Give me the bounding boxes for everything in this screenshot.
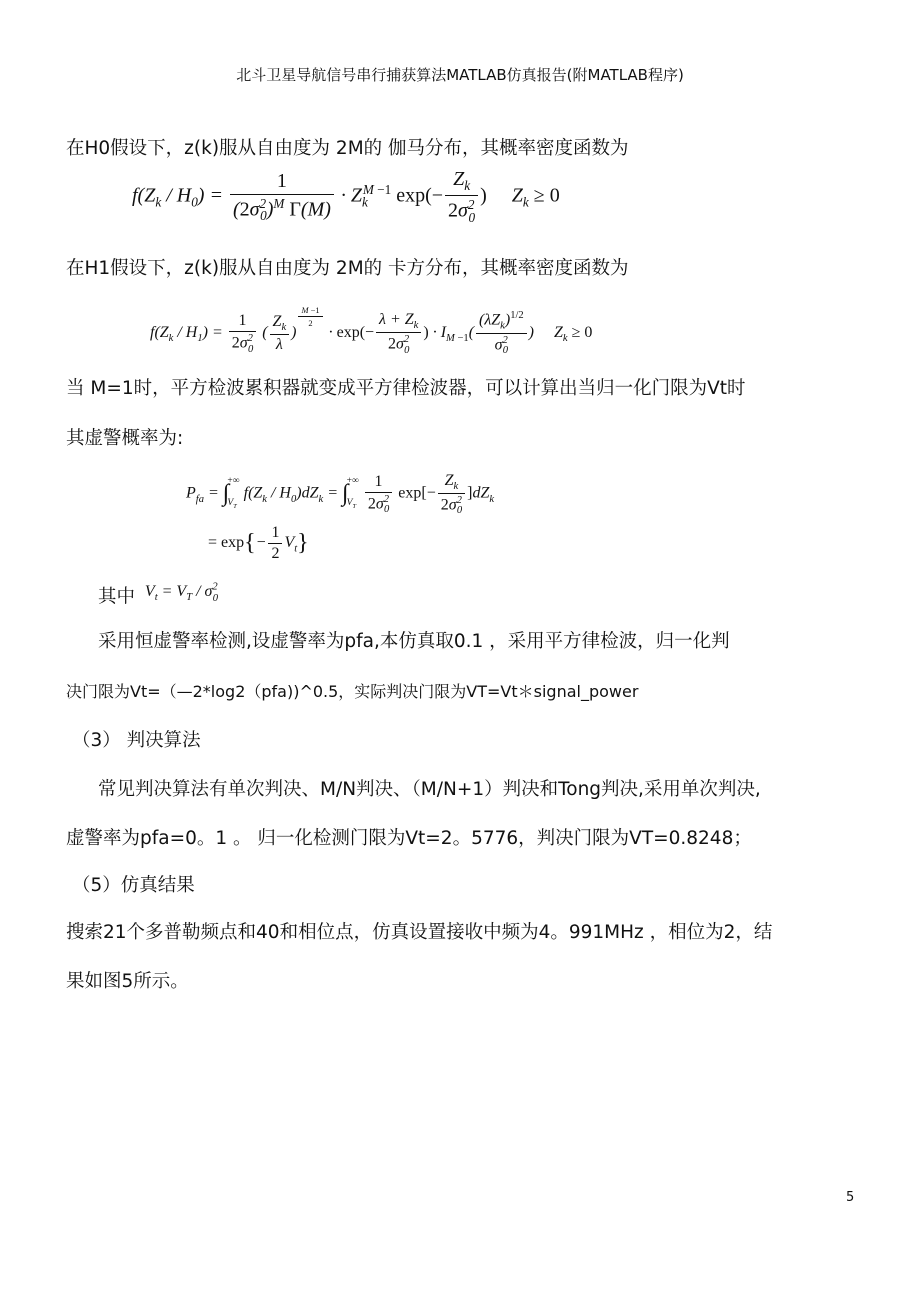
- section-simulation-results: （5）仿真结果: [72, 875, 195, 896]
- paragraph-h0: 在H0假设下，z(k)服从自由度为 2M的 伽马分布，其概率密度函数为: [66, 138, 629, 159]
- paragraph-m1-b: 其虚警概率为:: [66, 428, 184, 449]
- where-label: 其中: [98, 586, 136, 608]
- equation-vt-def: $V_t = V_T / \sigma^2_0$: [144, 582, 218, 604]
- paragraph-h1: 在H1假设下，z(k)服从自由度为 2M的 卡方分布，其概率密度函数为: [66, 258, 629, 279]
- paragraph-decision-a: 常见判决算法有单次判决、M/N判决、（M/N+1）判决和Tong判决,采用单次判决,: [98, 779, 761, 800]
- paragraph-results-b: 果如图5所示。: [66, 971, 189, 992]
- paragraph-cfar-a: 采用恒虚警率检测,设虚警率为pfa,本仿真取0.1 ，采用平方律检波，归一化判: [98, 631, 730, 652]
- paragraph-where: [98, 582, 218, 617]
- equation-h1-pdf: $f(Z_k / H_1)$ = $\frac{1}{2\sigma^2_0}$ ( $\frac{Z_k}{\lambda}$ ) $^{\frac{M -1}{2}}$ · exp(− $\frac{\lambda + Z_k}{2\sigma^2_0}$ ) · $I_{M -1}$( $\frac{(\lambda Z_k)^{1/2}}{\sigma^2_0}$ ) $Z_k \ge 0$: [150, 305, 593, 357]
- section-decision-algorithm: （3） 判决算法: [72, 730, 201, 751]
- page-number: 5: [846, 1190, 855, 1205]
- paragraph-results-a: 搜索21个多普勒频点和40和相位点，仿真设置接收中频为4。991MHz ，相位为2，结: [66, 922, 773, 943]
- page-header: 北斗卫星导航信号串行捕获算法MATLAB仿真报告(附MATLAB程序): [236, 66, 684, 84]
- paragraph-m1-a: 当 M=1时，平方检波累积器就变成平方律检波器，可以计算出当归一化门限为Vt时: [66, 378, 746, 399]
- paragraph-decision-b: 虚警率为pfa=0。1 。 归一化检测门限为Vt=2。5776，判决门限为VT=0.8248；: [66, 828, 752, 849]
- equation-h0-pdf: $f(Z_k / H_0)$ = $\frac{1}{(2\sigma^2_0)^M \Gamma(M)}$ · $Z_k^{M -1}$ exp(− $\frac{Z_k}{2\sigma^2_0}$ ) $Z_k \ge 0$: [132, 168, 560, 225]
- equation-pfa: $P_{fa}$ = ∫ +∞ $V_T$ $f(Z_k / H_0)dZ_k$ = ∫ +∞ $V_T$ $\frac{1}{2\sigma^2_0}$ exp[− $\frac{Z_k}{2\sigma^2_0}$ ]$dZ_k$: [186, 471, 495, 517]
- equation-pfa-result: = exp{− $\frac{1}{2}$ $V_t$}: [208, 524, 309, 562]
- paragraph-cfar-b: 决门限为Vt=（—2*log2（pfa))^0.5，实际判决门限为VT=Vt＊signal_power: [66, 682, 639, 701]
